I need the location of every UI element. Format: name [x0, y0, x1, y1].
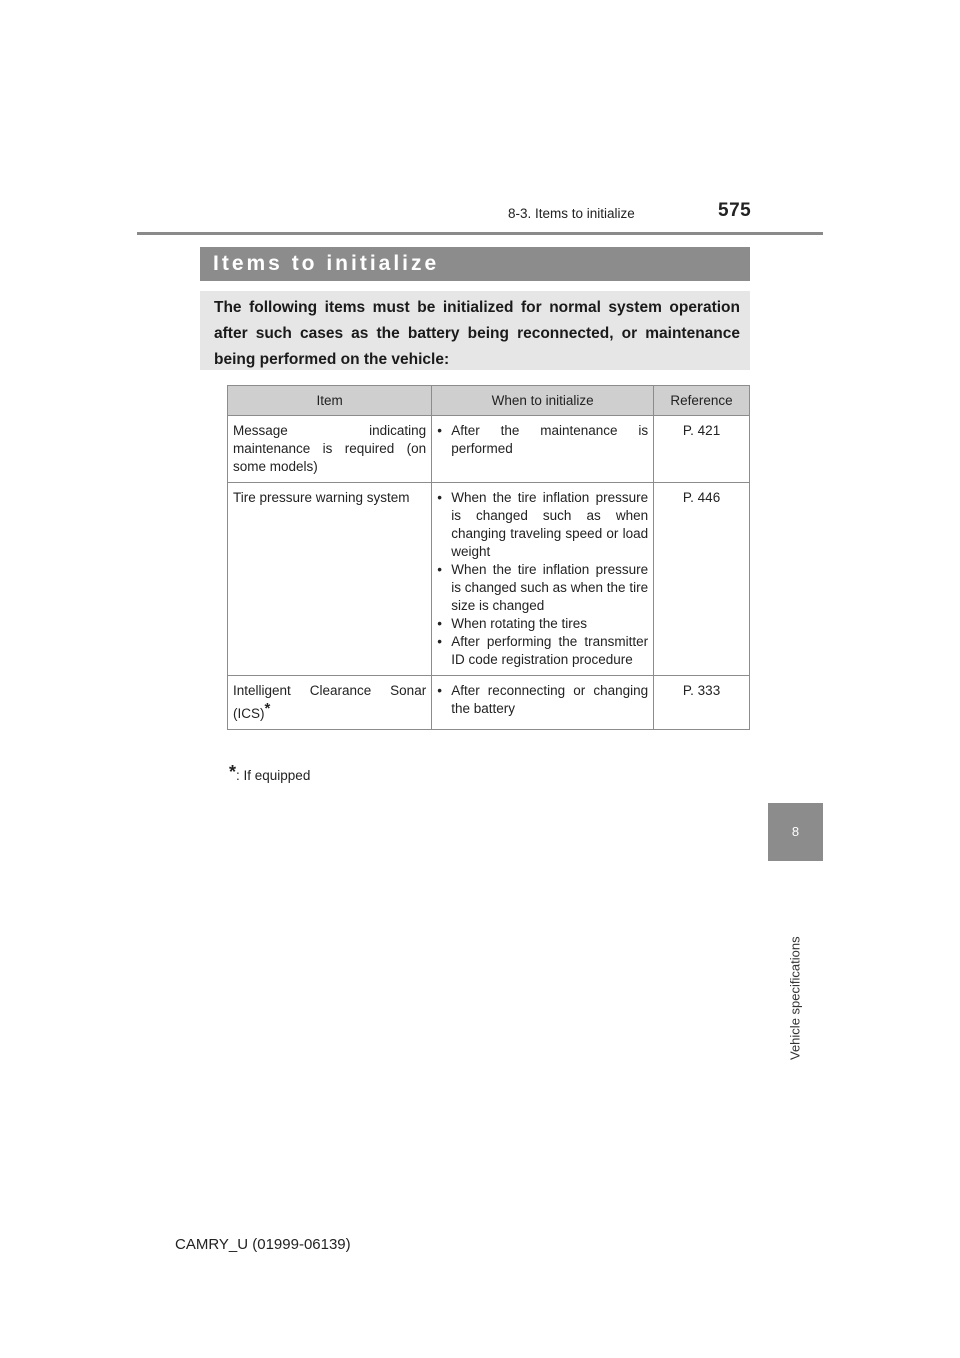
table-row: [228, 416, 750, 483]
reference-link[interactable]: P. 421: [654, 416, 750, 483]
item-cell: [228, 483, 432, 676]
header-item: Item: [228, 386, 432, 416]
footnote-star: *: [229, 762, 237, 782]
page-number: 575: [718, 200, 752, 221]
section-title-bar: [200, 247, 750, 281]
when-cell: [432, 676, 654, 730]
running-header-section: 8-3. Items to initialize: [508, 206, 635, 221]
when-cell: [432, 416, 654, 483]
item-text: Tire pressure warning system: [233, 490, 410, 505]
header-divider: [137, 232, 823, 235]
bullet-item: • When the tire inflation pressure is changed such as when the tire size is changed: [437, 561, 648, 615]
intro-text: The following items must be initialized for normal system operation after such cases as the battery being reconnected, or maintenance being performed on the vehicle:: [214, 299, 740, 368]
bullet-item: • After performing the transmitter ID code registration procedure: [437, 633, 648, 669]
when-cell: [432, 483, 654, 676]
footnote-text: : If equipped: [236, 768, 311, 783]
item-text: Intelligent Clearance Sonar (ICS): [233, 683, 427, 721]
footnote-marker: *: [264, 700, 271, 717]
table-row: [228, 676, 750, 730]
item-cell: [228, 676, 432, 730]
footnote: [229, 762, 310, 783]
section-title: Items to initialize: [213, 252, 440, 275]
bullet-item: • After reconnecting or changing the battery: [437, 682, 648, 718]
bullet-item: • After the maintenance is performed: [437, 422, 648, 458]
bullet-item: • When rotating the tires: [437, 615, 648, 633]
chapter-label: Vehicle specifications: [787, 936, 803, 1060]
reference-link[interactable]: P. 333: [654, 676, 750, 730]
item-text: Message indicating maintenance is required (on some models): [233, 423, 427, 474]
item-cell: [228, 416, 432, 483]
initialize-table: [227, 385, 750, 730]
document-code: CAMRY_U (01999-06139): [175, 1236, 351, 1253]
bullet-item: • When the tire inflation pressure is changed such as when changing traveling speed or load weight: [437, 489, 648, 561]
chapter-tab[interactable]: [768, 803, 823, 861]
table-header-row: [228, 386, 750, 416]
header-reference: Reference: [654, 386, 750, 416]
reference-link[interactable]: P. 446: [654, 483, 750, 676]
table-row: [228, 483, 750, 676]
header-when: When to initialize: [432, 386, 654, 416]
intro-box: [200, 291, 750, 370]
chapter-number: 8: [791, 824, 800, 839]
